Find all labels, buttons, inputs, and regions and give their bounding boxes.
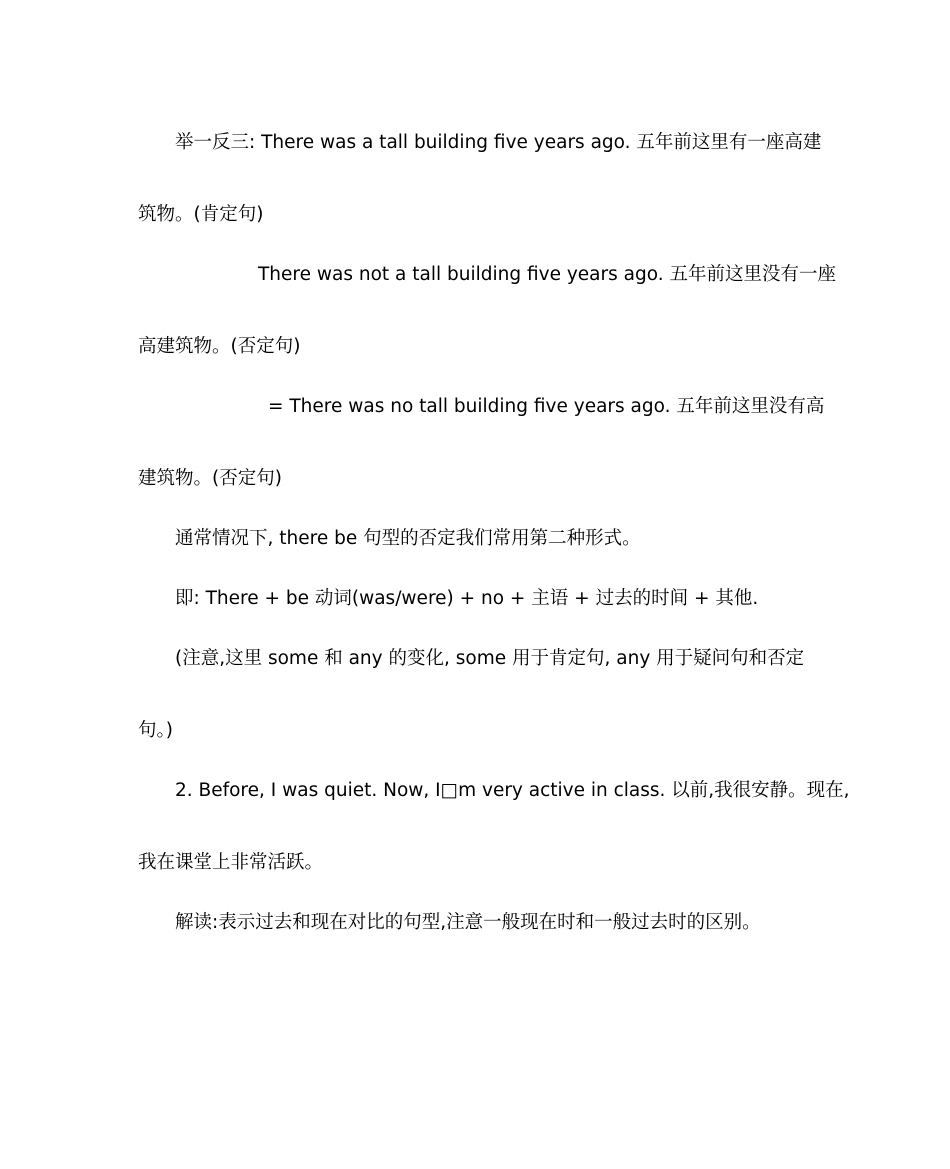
paragraph-line: = There was no tall building five years ago. 五年前这里没有高 [268, 396, 825, 417]
paragraph-line: 我在课堂上非常活跃。 [138, 852, 324, 873]
paragraph-line: (注意,这里 some 和 any 的变化, some 用于肯定句, any 用于疑问句和否定 [175, 648, 805, 669]
paragraph-line: 筑物。(肯定句) [138, 204, 264, 225]
paragraph-line: 高建筑物。(否定句) [138, 336, 301, 357]
paragraph-line: 即: There + be 动词(was/were) + no + 主语 + 过去的时间 + 其他. [175, 588, 759, 609]
paragraph-line: 解读:表示过去和现在对比的句型,注意一般现在时和一般过去时的区别。 [175, 912, 761, 933]
paragraph-line: 举一反三: There was a tall building five years ago. 五年前这里有一座高建 [175, 132, 822, 153]
paragraph-line: There was not a tall building five years ago. 五年前这里没有一座 [258, 264, 836, 285]
paragraph-line: 句。) [138, 720, 173, 741]
paragraph-line: 建筑物。(否定句) [138, 468, 282, 489]
paragraph-line: 2. Before, I was quiet. Now, I□m very active in class. 以前,我很安静。现在, [175, 780, 850, 801]
paragraph-line: 通常情况下, there be 句型的否定我们常用第二种形式。 [175, 528, 641, 549]
